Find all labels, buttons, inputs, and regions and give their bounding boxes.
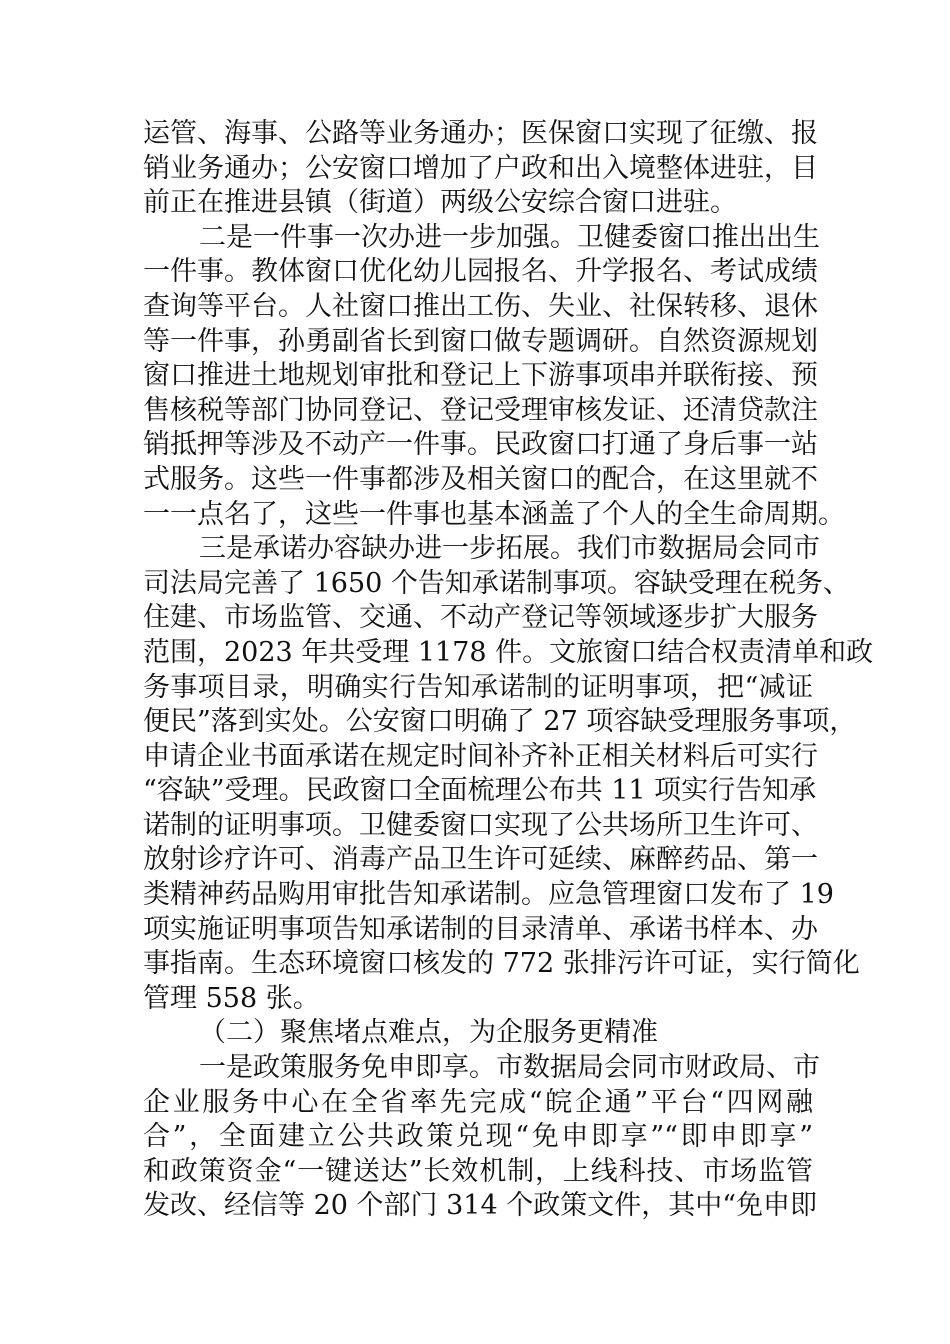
text-line: 住建、市场监管、交通、不动产登记等领域逐步扩大服务 bbox=[143, 602, 818, 634]
text-line: 务事项目录，明确实行告知承诺制的证明事项，把“减证 bbox=[143, 671, 813, 703]
text-line: 二是一件事一次办进一步加强。卫健委窗口推出出生 bbox=[199, 221, 820, 253]
text-line: 放射诊疗许可、消毒产品卫生许可延续、麻醉药品、第一 bbox=[143, 844, 818, 876]
text-line: 管理 558 张。 bbox=[143, 982, 320, 1014]
text-line: 范围，2023 年共受理 1178 件。文旅窗口结合权责清单和政 bbox=[143, 636, 874, 668]
text-line: 等一件事，孙勇副省长到窗口做专题调研。自然资源规划 bbox=[143, 325, 818, 357]
text-line: 事指南。生态环境窗口核发的 772 张排污许可证，实行简化 bbox=[143, 948, 860, 980]
text-line: 诺制的证明事项。卫健委窗口实现了公共场所卫生许可、 bbox=[143, 809, 818, 841]
text-line: 类精神药品购用审批告知承诺制。应急管理窗口发布了 19 bbox=[143, 879, 834, 911]
text-line: 销抵押等涉及不动产一件事。民政窗口打通了身后事一站 bbox=[143, 429, 818, 461]
document-body bbox=[143, 117, 874, 1224]
text-line: 便民”落到实处。公安窗口明确了 27 项容缺受理服务事项， bbox=[143, 706, 857, 738]
text-line: 企业服务中心在全省率先完成“皖企通”平台“四网融 bbox=[143, 1086, 813, 1118]
text-line: 前正在推进县镇（街道）两级公安综合窗口进驻。 bbox=[143, 187, 737, 219]
text-line: 司法局完善了 1650 个告知承诺制事项。容缺受理在税务、 bbox=[143, 567, 850, 599]
text-line: 销业务通办；公安窗口增加了户政和出入境整体进驻，目 bbox=[143, 152, 818, 184]
text-line: 发改、经信等 20 个部门 314 个政策文件，其中“免申即 bbox=[143, 1190, 818, 1222]
text-line: 一一点名了，这些一件事也基本涵盖了个人的全生命周期。 bbox=[143, 498, 845, 530]
text-line: 售核税等部门协同登记、登记受理审核发证、还清贷款注 bbox=[143, 394, 818, 426]
text-line: 项实施证明事项告知承诺制的目录清单、承诺书样本、办 bbox=[143, 913, 818, 945]
text-line: 和政策资金“一键送达”长效机制，上线科技、市场监管 bbox=[143, 1155, 813, 1187]
text-line: 合”，全面建立公共政策兑现“免申即享”“即申即享” bbox=[143, 1121, 813, 1153]
text-line: “容缺”受理。民政窗口全面梳理公布共 11 项实行告知承 bbox=[143, 775, 817, 807]
text-line: 式服务。这些一件事都涉及相关窗口的配合，在这里就不 bbox=[143, 463, 818, 495]
text-line: 运管、海事、公路等业务通办；医保窗口实现了征缴、报 bbox=[143, 118, 818, 149]
text-line: 查询等平台。人社窗口推出工伤、失业、社保转移、退休 bbox=[143, 290, 818, 322]
text-line: 三是承诺办容缺办进一步拓展。我们市数据局会同市 bbox=[199, 533, 820, 565]
text-line: 窗口推进土地规划审批和登记上下游事项串并联衔接、预 bbox=[143, 360, 818, 392]
text-line: （二）聚焦堵点难点，为企服务更精准 bbox=[199, 1017, 658, 1049]
text-line: 一件事。教体窗口优化幼儿园报名、升学报名、考试成绩 bbox=[143, 256, 818, 288]
text-line: 申请企业书面承诺在规定时间补齐补正相关材料后可实行 bbox=[143, 740, 818, 772]
text-line: 一是政策服务免申即享。市数据局会同市财政局、市 bbox=[199, 1052, 820, 1084]
